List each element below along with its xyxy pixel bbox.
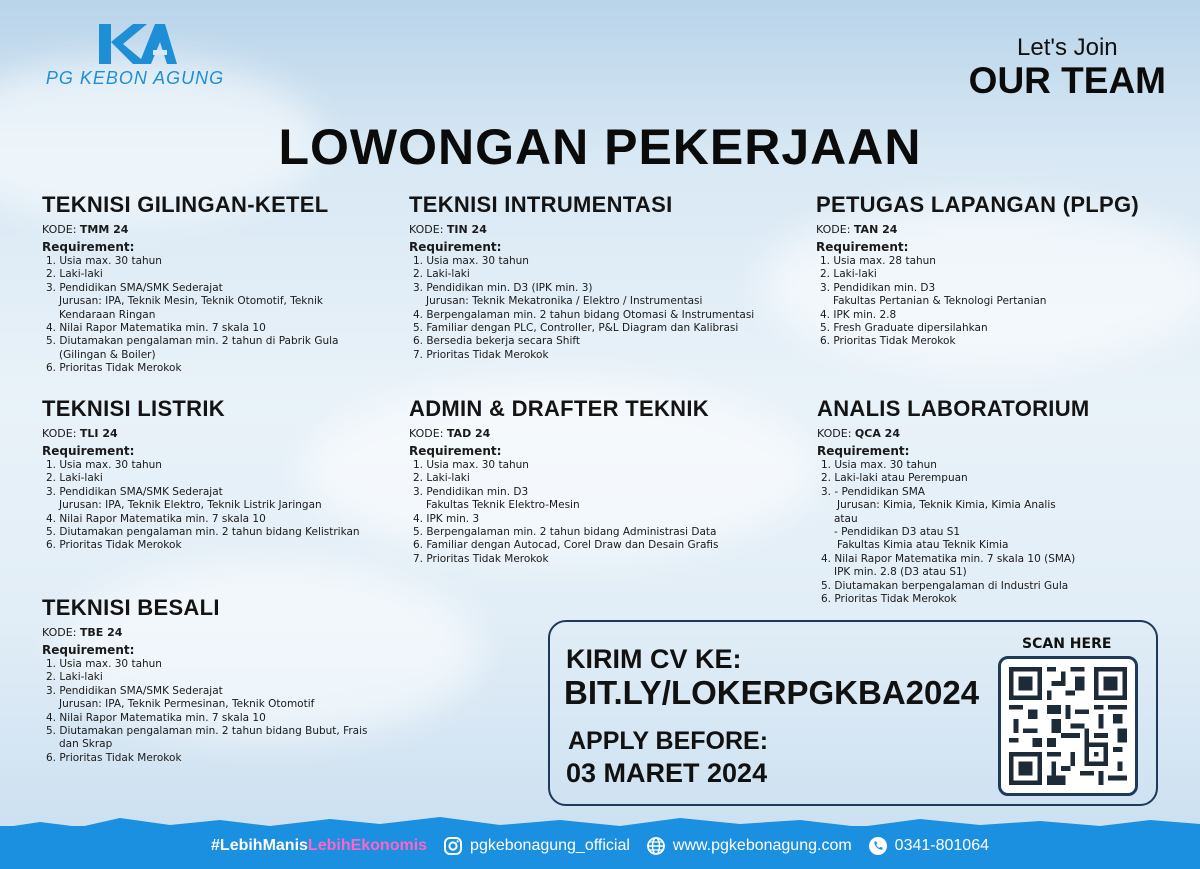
footer-contacts [0, 836, 1200, 856]
requirement-item: Jurusan: IPA, Teknik Permesinan, Teknik Otomotif [59, 698, 315, 711]
requirement-list [42, 255, 392, 376]
send-cv-label: KIRIM CV KE: [566, 644, 742, 674]
requirement-item: 3. Pendidikan SMA/SMK Sederajat [46, 281, 223, 294]
requirement-item: 6. Prioritas Tidak Merokok [46, 751, 182, 764]
job-code: KODE: TBE 24 [42, 626, 123, 639]
requirement-item: 7. Prioritas Tidak Merokok [413, 552, 549, 565]
requirement-item: 1. Usia max. 28 tahun [820, 255, 936, 267]
job-admin-drafter-teknik [409, 396, 789, 566]
requirement-label: Requirement: [409, 444, 502, 458]
hashtag: #LebihManisLebihEkonomis [211, 837, 428, 854]
requirement-item: 2. Laki-laki [820, 268, 877, 281]
apply-deadline: 03 MARET 2024 [566, 758, 768, 788]
requirement-item: 2. Laki-laki [46, 671, 103, 684]
requirement-item: 3. Pendidikan min. D3 [413, 485, 529, 498]
job-code: KODE: TAD 24 [409, 427, 491, 440]
requirement-item: 4. Nilai Rapor Matematika min. 7 skala 10 [46, 322, 266, 335]
requirement-label: Requirement: [42, 444, 135, 458]
requirement-item: 2. Laki-laki [413, 472, 470, 485]
requirement-item: Jurusan: IPA, Teknik Elektro, Teknik Listrik Jaringan [59, 499, 322, 512]
cv-link[interactable]: BIT.LY/LOKERPGKBA2024 [564, 674, 980, 711]
requirement-item: 5. Diutamakan pengalaman min. 2 tahun bidang Kelistrikan [46, 526, 360, 539]
join-our-team [969, 34, 1166, 99]
requirement-item: 2. Laki-laki [46, 268, 103, 281]
job-teknisi-besali [42, 595, 392, 765]
job-title: TEKNISI LISTRIK [42, 396, 225, 421]
job-title: TEKNISI INTRUMENTASI [409, 192, 673, 217]
requirement-item: 5. Diutamakan pengalaman min. 2 tahun di Pabrik Gula [46, 335, 339, 348]
requirement-list [409, 459, 789, 566]
requirement-label: Requirement: [409, 240, 502, 254]
requirement-label: Requirement: [42, 240, 135, 254]
requirement-item: IPK min. 2.8 (D3 atau S1) [834, 566, 967, 579]
requirement-item: atau [834, 512, 858, 525]
job-code: KODE: TIN 24 [409, 223, 487, 236]
requirement-item: Jurusan: Teknik Mekatronika / Elektro / Instrumentasi [426, 295, 703, 308]
logo-text: PG KEBON AGUNG [45, 68, 225, 88]
requirement-list [42, 658, 392, 765]
requirement-item: 3. Pendidikan min. D3 (IPK min. 3) [413, 281, 593, 294]
requirement-item: 1. Usia max. 30 tahun [46, 459, 162, 471]
requirement-item: 2. Laki-laki [46, 472, 103, 485]
job-petugas-lapangan [816, 192, 1166, 349]
requirement-item: (Gilingan & Boiler) [59, 348, 156, 361]
requirement-item: - Pendidikan D3 atau S1 [834, 526, 961, 539]
requirement-item: 4. Nilai Rapor Matematika min. 7 skala 10 (SMA) [821, 552, 1076, 565]
requirement-item: 1. Usia max. 30 tahun [413, 255, 529, 267]
requirement-item: 3. - Pendidikan SMA [821, 485, 925, 498]
requirement-list [42, 459, 392, 553]
requirement-list [817, 459, 1167, 606]
requirement-item: Fakultas Pertanian & Teknologi Pertanian [833, 295, 1047, 308]
requirement-item: 4. Nilai Rapor Matematika min. 7 skala 10 [46, 711, 266, 724]
requirement-item: 6. Prioritas Tidak Merokok [820, 335, 956, 348]
requirement-item: Kendaraan Ringan [59, 308, 156, 321]
requirement-item: 1. Usia max. 30 tahun [821, 459, 937, 471]
job-title: ANALIS LABORATORIUM [817, 396, 1090, 421]
requirement-item: Fakultas Teknik Elektro-Mesin [426, 499, 580, 512]
requirement-item: 5. Diutamakan pengalaman min. 2 tahun bidang Bubut, Frais [46, 725, 368, 738]
globe-icon [646, 836, 666, 856]
scan-here-label: SCAN HERE [1022, 636, 1112, 652]
phone-number: 0341-801064 [894, 837, 989, 854]
join-line-1: Let's Join [1017, 34, 1118, 61]
requirement-item: 4. IPK min. 2.8 [820, 308, 897, 321]
ka-logo-mark [93, 20, 177, 66]
job-teknisi-listrik [42, 396, 392, 553]
qr-code[interactable] [998, 656, 1138, 796]
job-code: KODE: QCA 24 [817, 427, 900, 440]
requirement-label: Requirement: [817, 444, 910, 458]
job-title: TEKNISI GILINGAN-KETEL [42, 192, 329, 217]
requirement-item: 6. Prioritas Tidak Merokok [821, 593, 957, 606]
requirement-item: 6. Prioritas Tidak Merokok [46, 362, 182, 375]
requirement-item: 1. Usia max. 30 tahun [413, 459, 529, 471]
requirement-item: 3. Pendidikan SMA/SMK Sederajat [46, 485, 223, 498]
requirement-item: Jurusan: IPA, Teknik Mesin, Teknik Otomotif, Teknik [59, 295, 324, 308]
requirement-item: 5. Berpengalaman min. 2 tahun bidang Administrasi Data [413, 526, 717, 539]
requirement-item: 3. Pendidikan SMA/SMK Sederajat [46, 684, 223, 697]
requirement-item: 5. Fresh Graduate dipersilahkan [820, 322, 988, 335]
apply-before-label: APPLY BEFORE: [568, 727, 769, 755]
requirement-item: 4. IPK min. 3 [413, 512, 480, 525]
requirement-item: 6. Familiar dengan Autocad, Corel Draw dan Desain Grafis [413, 539, 719, 552]
requirement-item: 6. Prioritas Tidak Merokok [46, 539, 182, 552]
job-teknisi-gilingan-ketel [42, 192, 392, 376]
qr-code-graphic [1009, 667, 1127, 785]
requirement-label: Requirement: [816, 240, 909, 254]
requirement-item: 1. Usia max. 30 tahun [46, 255, 162, 267]
instagram-handle: pgkebonagung_official [470, 837, 630, 854]
job-code: KODE: TMM 24 [42, 223, 129, 236]
requirement-list [409, 255, 789, 362]
requirement-item: 1. Usia max. 30 tahun [46, 658, 162, 670]
requirement-item: 7. Prioritas Tidak Merokok [413, 348, 549, 361]
instagram-contact[interactable] [443, 836, 630, 856]
requirement-item: 2. Laki-laki [413, 268, 470, 281]
website-url: www.pgkebonagung.com [672, 837, 852, 854]
instagram-icon [443, 836, 463, 856]
requirement-label: Requirement: [42, 643, 135, 657]
phone-contact[interactable] [868, 836, 989, 856]
job-teknisi-instrumentasi [409, 192, 789, 362]
website-contact[interactable] [646, 836, 852, 856]
requirement-item: 6. Bersedia bekerja secara Shift [413, 335, 581, 348]
requirement-item: 4. Nilai Rapor Matematika min. 7 skala 10 [46, 512, 266, 525]
requirement-item: dan Skrap [59, 738, 113, 751]
requirement-item: Fakultas Kimia atau Teknik Kimia [837, 539, 1009, 552]
job-title: ADMIN & DRAFTER TEKNIK [409, 396, 709, 421]
requirement-item: 3. Pendidikan min. D3 [820, 281, 936, 294]
job-code: KODE: TLI 24 [42, 427, 118, 440]
requirement-list [816, 255, 1166, 349]
requirement-item: 5. Diutamakan berpengalaman di Industri Gula [821, 579, 1069, 592]
requirement-item: 2. Laki-laki atau Perempuan [821, 472, 968, 485]
requirement-item: 5. Familiar dengan PLC, Controller, P&L Diagram dan Kalibrasi [413, 322, 739, 335]
send-cv-box [548, 620, 1158, 806]
page-title: LOWONGAN PEKERJAAN [278, 119, 922, 175]
requirement-item: Jurusan: Kimia, Teknik Kimia, Kimia Analis [837, 499, 1056, 512]
join-line-2: OUR TEAM [968, 60, 1166, 101]
company-logo [40, 20, 230, 89]
phone-icon [868, 836, 888, 856]
job-code: KODE: TAN 24 [816, 223, 898, 236]
job-analis-laboratorium [817, 396, 1167, 606]
requirement-item: 4. Berpengalaman min. 2 tahun bidang Otomasi & Instrumentasi [413, 308, 755, 321]
job-title: TEKNISI BESALI [42, 595, 220, 620]
job-title: PETUGAS LAPANGAN (PLPG) [816, 192, 1140, 217]
